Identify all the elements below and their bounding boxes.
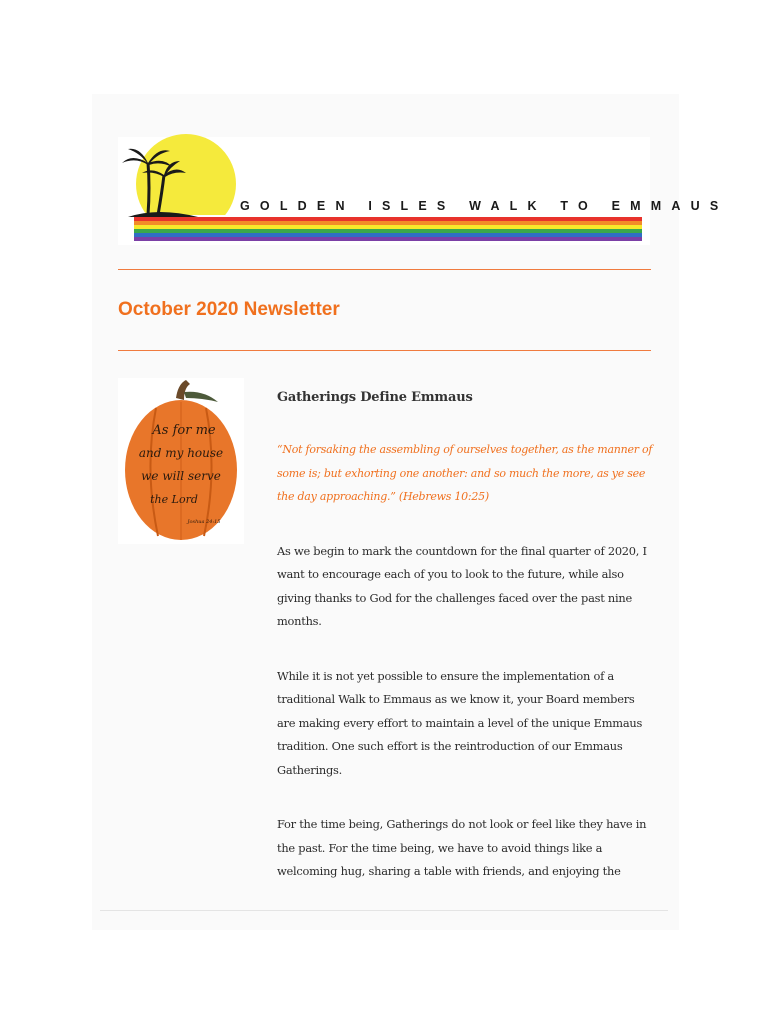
article-paragraph-2: While it is not yet possible to ensure the implementation of a traditional Walk to Emmaus as we know it, your Board members are making every effort to maintain a level of the unique Emmaus tradition. One such effort is the reintroduction of our Emmaus Gatherings. <box>277 668 643 777</box>
divider-bottom <box>118 350 651 351</box>
pumpkin-image <box>118 378 244 544</box>
pumpkin-text-line-4: the Lord <box>150 493 198 506</box>
page-title: October 2020 Newsletter <box>118 299 340 320</box>
rainbow-stripes <box>134 217 642 241</box>
article-heading: Gatherings Define Emmaus <box>277 390 473 405</box>
article-body <box>277 390 655 915</box>
pumpkin-text-line-1: As for me <box>152 423 216 438</box>
org-name: GOLDEN ISLES WALK TO EMMAUS <box>240 199 729 213</box>
scripture-quote: “Not forsaking the assembling of ourselves together, as the manner of some is; but exhorting one another: and so much the more, as ye see the day approaching.” (Hebrews 10:25) <box>277 443 653 503</box>
footer-divider <box>100 910 668 911</box>
header-logo-banner <box>118 137 729 245</box>
article-paragraph-3: For the time being, Gatherings do not look or feel like they have in the past. For the time being, we have to avoid things like a welcoming hug, sharing a table with friends, and enjoying the <box>277 817 647 878</box>
emmaus-logo <box>118 137 729 245</box>
pumpkin-text-line-3: we will serve <box>141 469 221 483</box>
article-paragraph-1: As we begin to mark the countdown for the final quarter of 2020, I want to encourage each of you to look to the future, while also giving thanks to God for the challenges faced over the past nine months. <box>277 543 647 628</box>
divider-top <box>118 269 651 270</box>
pumpkin-text-line-2: and my house <box>138 446 224 460</box>
pumpkin-text-line-5: Joshua 24:15 <box>187 519 221 525</box>
